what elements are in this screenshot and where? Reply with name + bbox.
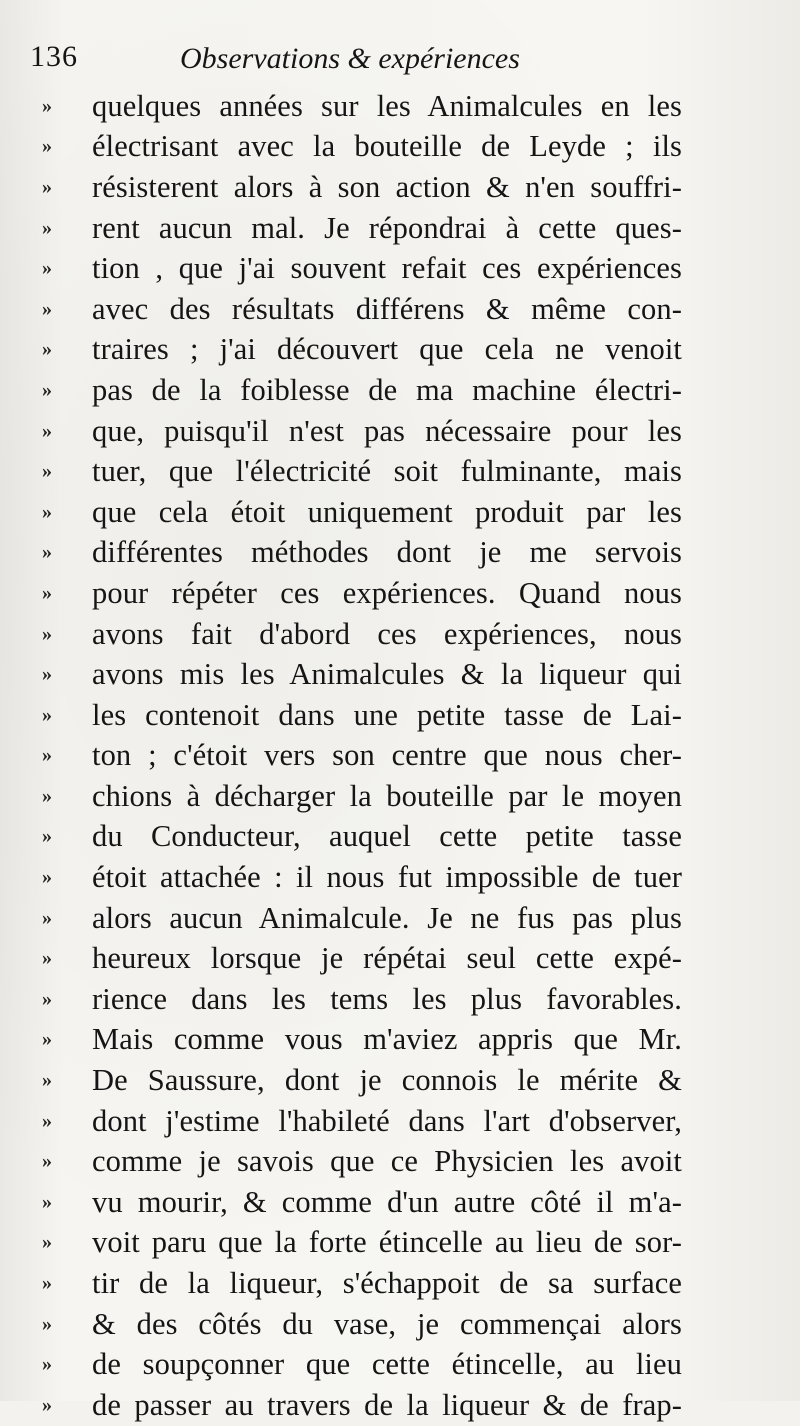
line-text: que, puisqu'il n'est pas nécessaire pour les — [92, 413, 682, 448]
quotation-mark: » — [42, 703, 52, 726]
line-text: vu mourir, & comme d'un autre côté il m'a- — [92, 1184, 682, 1219]
text-line — [42, 1182, 682, 1223]
quotation-mark: » — [42, 500, 52, 523]
running-title: Observations & expériences — [180, 42, 520, 75]
text-line — [42, 492, 682, 533]
text-line — [42, 1060, 682, 1101]
line-text: avons fait d'abord ces expériences, nous — [92, 616, 682, 651]
text-line — [42, 979, 682, 1020]
quotation-mark: » — [42, 541, 52, 564]
text-line — [42, 1141, 682, 1182]
quotation-mark: » — [42, 378, 52, 401]
text-line — [42, 776, 682, 817]
line-text: tir de la liqueur, s'échappoit de sa surface — [92, 1266, 682, 1301]
line-text: traires ; j'ai découvert que cela ne venoit — [92, 332, 682, 367]
line-text: Mais comme vous m'aviez appris que Mr. — [92, 1022, 682, 1057]
text-line — [42, 736, 682, 777]
line-text: étoit attachée : il nous fut impossible de tuer — [92, 860, 682, 895]
quotation-mark: » — [42, 175, 52, 198]
running-head — [30, 40, 670, 86]
text-line — [42, 614, 682, 655]
quotation-mark: » — [42, 1272, 52, 1295]
quotation-mark: » — [42, 1393, 52, 1416]
quotation-mark: » — [42, 257, 52, 280]
line-text: avons mis les Animalcules & la liqueur qui — [92, 657, 682, 692]
quotation-mark: » — [42, 1109, 52, 1132]
quotation-mark: » — [42, 460, 52, 483]
text-line — [42, 695, 682, 736]
text-line — [42, 857, 682, 898]
text-line — [42, 370, 682, 411]
line-text: pour répéter ces expériences. Quand nous — [92, 575, 682, 610]
text-line — [42, 167, 682, 208]
quotation-mark: » — [42, 338, 52, 361]
line-text: rience dans les tems les plus favorables. — [92, 981, 682, 1016]
line-text: & des côtés du vase, je commençai alors — [92, 1306, 682, 1341]
line-text: ton ; c'étoit vers son centre que nous cher- — [92, 738, 682, 773]
quotation-mark: » — [42, 987, 52, 1010]
quotation-mark: » — [42, 744, 52, 767]
text-line — [42, 1344, 682, 1385]
quotation-mark: » — [42, 947, 52, 970]
line-text: électrisant avec la bouteille de Leyde ; ils — [92, 129, 682, 164]
text-line — [42, 1020, 682, 1061]
quotation-mark: » — [42, 866, 52, 889]
page-number: 136 — [30, 40, 78, 73]
body-text — [42, 86, 682, 1426]
text-line — [42, 1385, 682, 1426]
quotation-mark: » — [42, 784, 52, 807]
text-line — [42, 411, 682, 452]
line-text: comme je savois que ce Physicien les avoit — [92, 1144, 682, 1179]
quotation-mark: » — [42, 622, 52, 645]
text-line — [42, 1101, 682, 1142]
line-text: que cela étoit uniquement produit par les — [92, 494, 682, 529]
line-text: différentes méthodes dont je me servois — [92, 535, 682, 570]
line-text: alors aucun Animalcule. Je ne fus pas plus — [92, 900, 682, 935]
text-line — [42, 451, 682, 492]
line-text: dont j'estime l'habileté dans l'art d'observer, — [92, 1103, 682, 1138]
text-line — [42, 330, 682, 371]
text-line — [42, 86, 682, 127]
text-line — [42, 289, 682, 330]
quotation-mark: » — [42, 1069, 52, 1092]
line-text: tion , que j'ai souvent refait ces expériences — [92, 251, 682, 286]
line-text: voit paru que la forte étincelle au lieu de sor- — [92, 1225, 682, 1260]
line-text: résisterent alors à son action & n'en souffri- — [92, 169, 682, 204]
text-line — [42, 248, 682, 289]
quotation-mark: » — [42, 581, 52, 604]
quotation-mark: » — [42, 1312, 52, 1335]
quotation-mark: » — [42, 216, 52, 239]
quotation-mark: » — [42, 825, 52, 848]
line-text: avec des résultats différens & même con- — [92, 291, 682, 326]
quotation-mark: » — [42, 1353, 52, 1376]
line-text: du Conducteur, auquel cette petite tasse — [92, 819, 682, 854]
quotation-mark: » — [42, 906, 52, 929]
quotation-mark: » — [42, 419, 52, 442]
quotation-mark: » — [42, 1190, 52, 1213]
line-text: heureux lorsque je répétai seul cette expé- — [92, 941, 682, 976]
text-line — [42, 1263, 682, 1304]
quotation-mark: » — [42, 94, 52, 117]
line-text: de passer au travers de la liqueur & de frap- — [92, 1387, 682, 1422]
quotation-mark: » — [42, 1231, 52, 1254]
line-text: pas de la foiblesse de ma machine électri- — [92, 372, 682, 407]
text-line — [42, 573, 682, 614]
text-line — [42, 127, 682, 168]
quotation-mark: » — [42, 663, 52, 686]
quotation-mark: » — [42, 1028, 52, 1051]
text-line — [42, 898, 682, 939]
text-line — [42, 654, 682, 695]
line-text: tuer, que l'électricité soit fulminante, mais — [92, 454, 682, 489]
line-text: rent aucun mal. Je répondrai à cette ques- — [92, 210, 682, 245]
text-line — [42, 208, 682, 249]
quotation-mark: » — [42, 1150, 52, 1173]
text-line — [42, 1223, 682, 1264]
line-text: quelques années sur les Animalcules en les — [92, 88, 682, 123]
quotation-mark: » — [42, 297, 52, 320]
text-line — [42, 817, 682, 858]
line-text: chions à décharger la bouteille par le moyen — [92, 778, 682, 813]
text-line — [42, 533, 682, 574]
line-text: De Saussure, dont je connois le mérite & — [92, 1063, 682, 1098]
text-line — [42, 1304, 682, 1345]
text-line — [42, 938, 682, 979]
line-text: les contenoit dans une petite tasse de Lai- — [92, 697, 682, 732]
line-text: de soupçonner que cette étincelle, au lieu — [92, 1347, 682, 1382]
quotation-mark: » — [42, 135, 52, 158]
